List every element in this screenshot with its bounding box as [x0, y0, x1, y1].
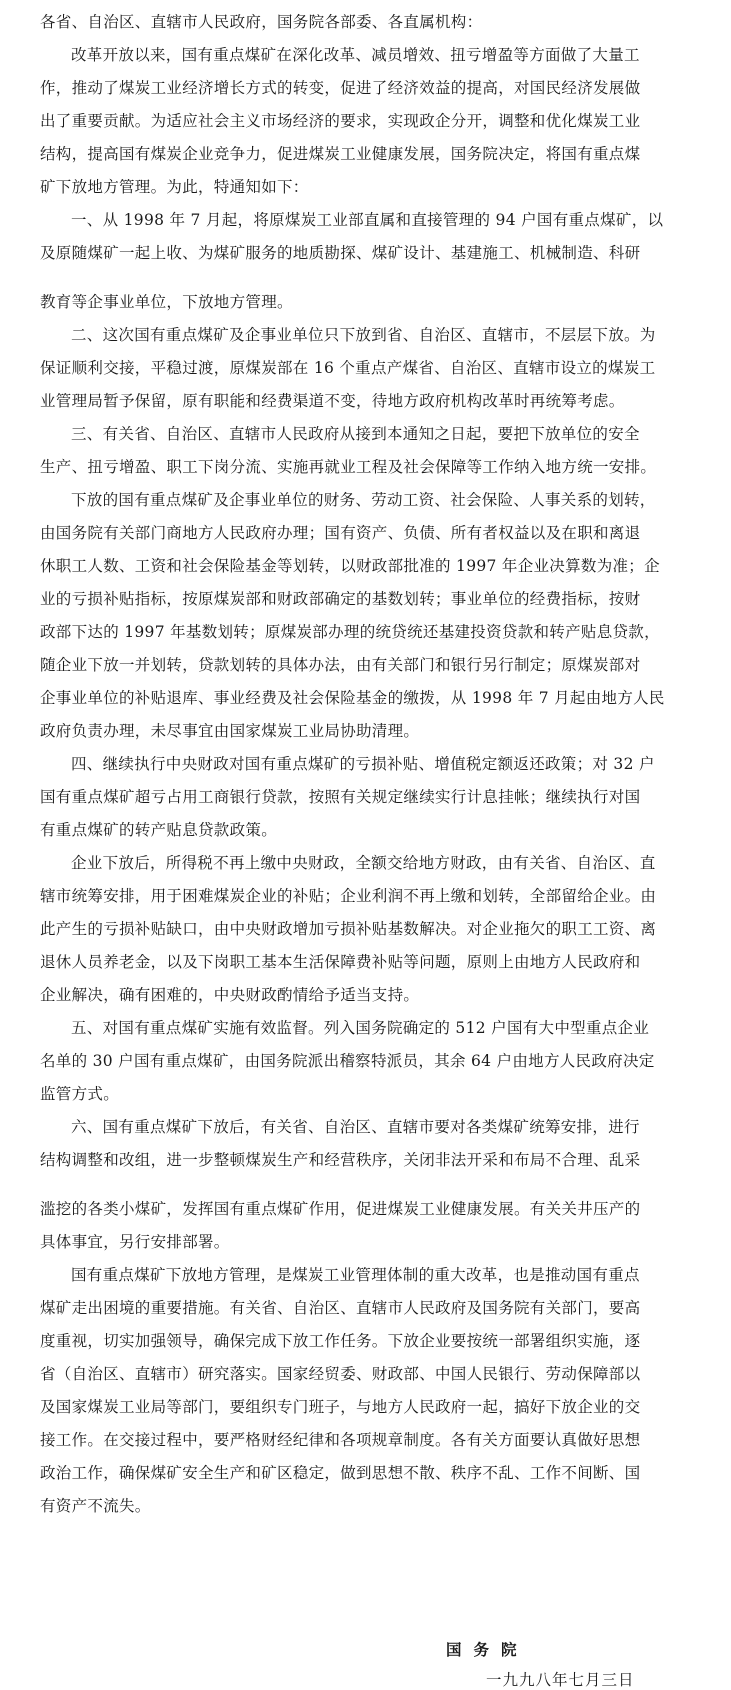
text-line: 出了重要贡献。为适应社会主义市场经济的要求，实现政企分开，调整和优化煤炭工业: [40, 112, 641, 130]
text-line: 监管方式。: [40, 1085, 120, 1103]
text-line: 名单的 30 户国有重点煤矿，由国务院派出稽察特派员，其余 64 户由地方人民政府决定: [40, 1052, 655, 1070]
text-line: 六、国有重点煤矿下放后，有关省、自治区、直辖市要对各类煤矿统筹安排，进行: [71, 1118, 640, 1136]
text-line: 辖市统筹安排，用于困难煤炭企业的补贴；企业利润不再上缴和划转，全部留给企业。由: [40, 887, 657, 905]
text-line: 二、这次国有重点煤矿及企事业单位只下放到省、自治区、直辖市，不层层下放。为: [71, 326, 656, 344]
text-line: 政府负责办理，未尽事宜由国家煤炭工业局协助清理。: [40, 722, 420, 740]
text-line: 结构，提高国有煤炭企业竞争力，促进煤炭工业健康发展，国务院决定，将国有重点煤: [40, 145, 641, 163]
text-line: 国有重点煤矿超亏占用工商银行贷款，按照有关规定继续实行计息挂帐；继续执行对国: [40, 788, 641, 806]
text-line: 政部下达的 1997 年基数划转；原煤炭部办理的统贷统还基建投资贷款和转产贴息贷款，: [40, 623, 660, 641]
text-line: 退休人员养老金，以及下岗职工基本生活保障费补贴等问题，原则上由地方人民政府和: [40, 953, 641, 971]
text-line: 生产、扭亏增盈、职工下岗分流、实施再就业工程及社会保障等工作纳入地方统一安排。: [40, 458, 657, 476]
text-line: 改革开放以来，国有重点煤矿在深化改革、减员增效、扭亏增盈等方面做了大量工: [71, 46, 640, 64]
text-line: 国有重点煤矿下放地方管理，是煤炭工业管理体制的重大改革，也是推动国有重点: [71, 1266, 640, 1284]
text-line: 企事业单位的补贴退库、事业经费及社会保险基金的缴拨，从 1998 年 7 月起由地方人民: [40, 689, 665, 707]
text-line: 下放的国有重点煤矿及企事业单位的财务、劳动工资、社会保险、人事关系的划转，: [71, 491, 656, 509]
text-line: 有资产不流失。: [40, 1497, 151, 1515]
text-line: 此产生的亏损补贴缺口，由中央财政增加亏损补贴基数解决。对企业拖欠的职工工资、离: [40, 920, 657, 938]
text-line: 一、从 1998 年 7 月起，将原煤炭工业部直属和直接管理的 94 户国有重点煤矿，以: [71, 211, 664, 229]
text-line: 由国务院有关部门商地方人民政府办理；国有资产、负债、所有者权益以及在职和离退: [40, 524, 641, 542]
text-line: 企业解决，确有困难的，中央财政酌情给予适当支持。: [40, 986, 420, 1004]
text-line: 结构调整和改组，进一步整顿煤炭生产和经营秩序，关闭非法开采和布局不合理、乱采: [40, 1151, 641, 1169]
text-line: 及原随煤矿一起上收、为煤矿服务的地质勘探、煤矿设计、基建施工、机械制造、科研: [40, 244, 641, 262]
signature-issuer: 国务院: [446, 1640, 529, 1659]
text-line: 三、有关省、自治区、直辖市人民政府从接到本通知之日起，要把下放单位的安全: [71, 425, 640, 443]
text-line: 省（自治区、直辖市）研究落实。国家经贸委、财政部、中国人民银行、劳动保障部以: [40, 1365, 641, 1383]
text-line: 滥挖的各类小煤矿，发挥国有重点煤矿作用，促进煤炭工业健康发展。有关关井压产的: [40, 1200, 641, 1218]
text-line: 随企业下放一并划转，贷款划转的具体办法，由有关部门和银行另行制定；原煤炭部对: [40, 656, 641, 674]
text-line: 及国家煤炭工业局等部门，要组织专门班子，与地方人民政府一起，搞好下放企业的交: [40, 1398, 641, 1416]
text-line: 具体事宜，另行安排部署。: [40, 1233, 230, 1251]
text-line: 四、继续执行中央财政对国有重点煤矿的亏损补贴、增值税定额返还政策；对 32 户: [71, 755, 655, 773]
text-line: 煤矿走出困境的重要措施。有关省、自治区、直辖市人民政府及国务院有关部门，要高: [40, 1299, 641, 1317]
text-line: 休职工人数、工资和社会保险基金等划转，以财政部批准的 1997 年企业决算数为准；企: [40, 557, 660, 575]
text-line: 企业下放后，所得税不再上缴中央财政，全额交给地方财政，由有关省、自治区、直: [71, 854, 656, 872]
text-line: 有重点煤矿的转产贴息贷款政策。: [40, 821, 278, 839]
salutation-line: 各省、自治区、直辖市人民政府，国务院各部委、各直属机构：: [40, 13, 483, 31]
text-line: 作，推动了煤炭工业经济增长方式的转变，促进了经济效益的提高，对国民经济发展做: [40, 79, 641, 97]
text-line: 接工作。在交接过程中，要严格财经纪律和各项规章制度。各有关方面要认真做好思想: [40, 1431, 641, 1449]
signature-date: 一九九八年七月三日: [486, 1671, 635, 1689]
text-line: 五、对国有重点煤矿实施有效监督。列入国务院确定的 512 户国有大中型重点企业: [71, 1019, 650, 1037]
text-line: 教育等企事业单位，下放地方管理。: [40, 293, 293, 311]
text-line: 保证顺利交接，平稳过渡，原煤炭部在 16 个重点产煤省、自治区、直辖市设立的煤炭工: [40, 359, 656, 377]
text-line: 度重视，切实加强领导，确保完成下放工作任务。下放企业要按统一部署组织实施，逐: [40, 1332, 641, 1350]
text-line: 矿下放地方管理。为此，特通知如下：: [40, 178, 309, 196]
text-line: 业管理局暂予保留，原有职能和经费渠道不变，待地方政府机构改革时再统筹考虑。: [40, 392, 625, 410]
text-line: 业的亏损补贴指标，按原煤炭部和财政部确定的基数划转；事业单位的经费指标，按财: [40, 590, 641, 608]
text-line: 政治工作，确保煤矿安全生产和矿区稳定，做到思想不散、秩序不乱、工作不间断、国: [40, 1464, 641, 1482]
